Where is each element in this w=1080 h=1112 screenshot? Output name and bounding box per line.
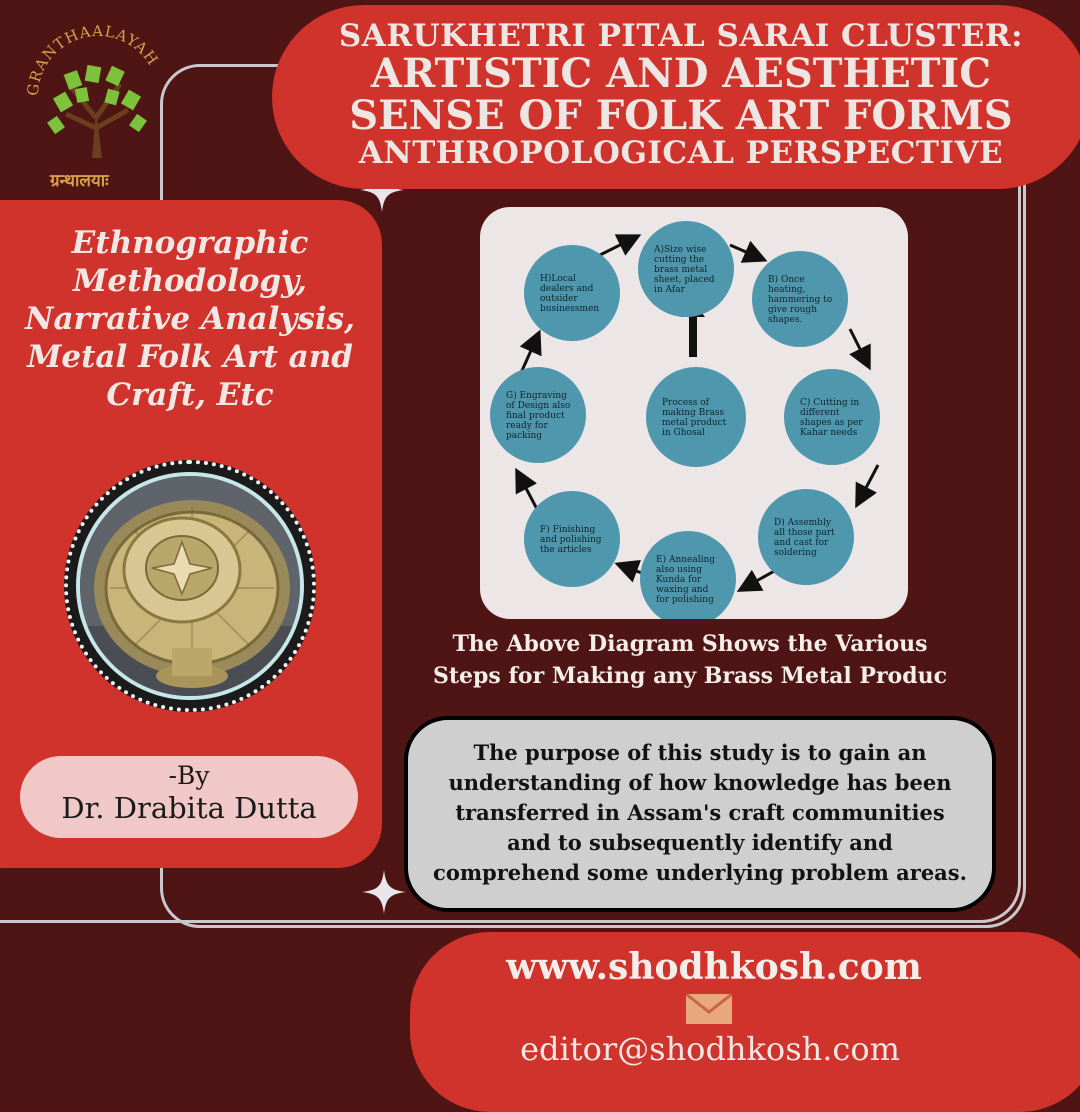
step-text: hammering to [768,295,833,305]
keyword-line: Metal Folk Art and [27,339,353,375]
step-text: also using [656,565,702,575]
brass-artifact-photo [76,472,304,700]
step-text: shapes. [768,315,803,325]
author-badge [20,756,358,838]
step-text: dealers and [540,284,594,294]
flow-arrow [850,329,868,365]
keywords [20,224,360,414]
title-line-3: SENSE OF FOLK ART FORMS [349,92,1013,139]
step-text: in Afar [654,285,685,295]
step-text: Process of [662,398,709,408]
step-text: metal product [662,418,727,428]
mail-icon [686,994,732,1024]
step-text: for polishing [656,595,714,605]
diagram-step [784,369,880,465]
flow-arrow [730,245,762,259]
step-text: E) Annealing [656,555,716,565]
step-text: Kunda for [656,575,702,585]
diagram-step [752,251,848,347]
purpose-line: understanding of how knowledge has been [448,770,952,795]
step-text: B) Once [768,275,805,285]
step-text: outsider [540,294,578,304]
diagram-center [646,367,746,467]
keyword-line: Methodology, [73,263,307,299]
title-banner [272,5,1080,189]
step-text: F) Finishing [540,525,596,535]
step-text: different [800,408,840,418]
step-text: A)Size wise [654,245,707,255]
step-text: Kahar needs [800,428,858,438]
diagram-step [524,245,620,341]
flow-arrow [518,473,538,511]
step-text: and polishing [540,535,602,545]
step-text: give rough [768,305,817,315]
caption-line-2: Steps for Making any Brass Metal Produc [432,663,948,689]
step-text: waxing and [656,585,709,595]
step-text: sheet, placed [654,275,715,285]
logo-hindi-text: ग्रन्थालयाः [50,171,109,191]
step-text: making Brass [662,408,725,418]
purpose-line: and to subsequently identify and [507,830,893,855]
diagram-step [758,489,854,585]
step-text: H)Local [540,274,577,284]
step-text: heating, [768,285,806,295]
svg-text:GRANTHAALAYAH: GRANTHAALAYAH [23,21,163,97]
website-link[interactable]: www.shodhkosh.com [506,946,922,988]
step-text: the articles [540,545,592,555]
purpose-statement [404,716,996,912]
purpose-line: transferred in Assam's craft communities [455,800,945,825]
author-name: Dr. Drabita Dutta [61,791,317,825]
email-link[interactable]: editor@shodhkosh.com [520,1030,900,1068]
flow-arrow [858,465,878,503]
title-line-1: SARUKHETRI PITAL SARAI CLUSTER: [338,18,1024,54]
caption-line-1: The Above Diagram Shows the Various [452,631,928,657]
step-text: D) Assembly [774,518,831,528]
step-text: shapes as per [800,418,863,428]
step-text: and cast for [774,538,829,548]
step-text: businessmen [540,304,600,314]
step-text: all those part [774,528,835,538]
title-line-4: ANTHROPOLOGICAL PERSPECTIVE [358,135,1004,171]
keyword-line: Craft, Etc [106,377,274,413]
diagram-caption [410,628,970,692]
step-text: cutting the [654,255,705,265]
keyword-line: Ethnographic [71,225,309,261]
flow-arrow [600,237,636,255]
step-text: brass metal [654,265,708,275]
sparkle-icon [362,870,406,914]
diagram-step [638,221,734,317]
diagram-step [640,531,736,619]
granthaalayah-logo [20,18,170,191]
step-text: ready for [506,421,548,431]
title-line-2: ARTISTIC AND AESTHETIC [370,50,992,97]
step-text: soldering [774,548,817,558]
process-diagram [480,207,908,619]
tree-icon [20,18,170,168]
diagram-step [524,491,620,587]
step-text: in Ghosal [662,428,705,438]
keyword-line: Narrative Analysis, [25,301,355,337]
purpose-line: comprehend some underlying problem areas. [433,860,967,885]
step-text: of Design also [506,401,571,411]
step-text: packing [506,431,543,441]
purpose-line: The purpose of this study is to gain an [473,740,927,765]
step-text: G) Engraving [506,391,567,401]
flow-arrow [742,569,778,589]
step-text: C) Cutting in [800,398,860,408]
diagram-step [490,367,586,463]
author-by: -By [168,761,210,790]
step-text: final product [506,411,565,421]
